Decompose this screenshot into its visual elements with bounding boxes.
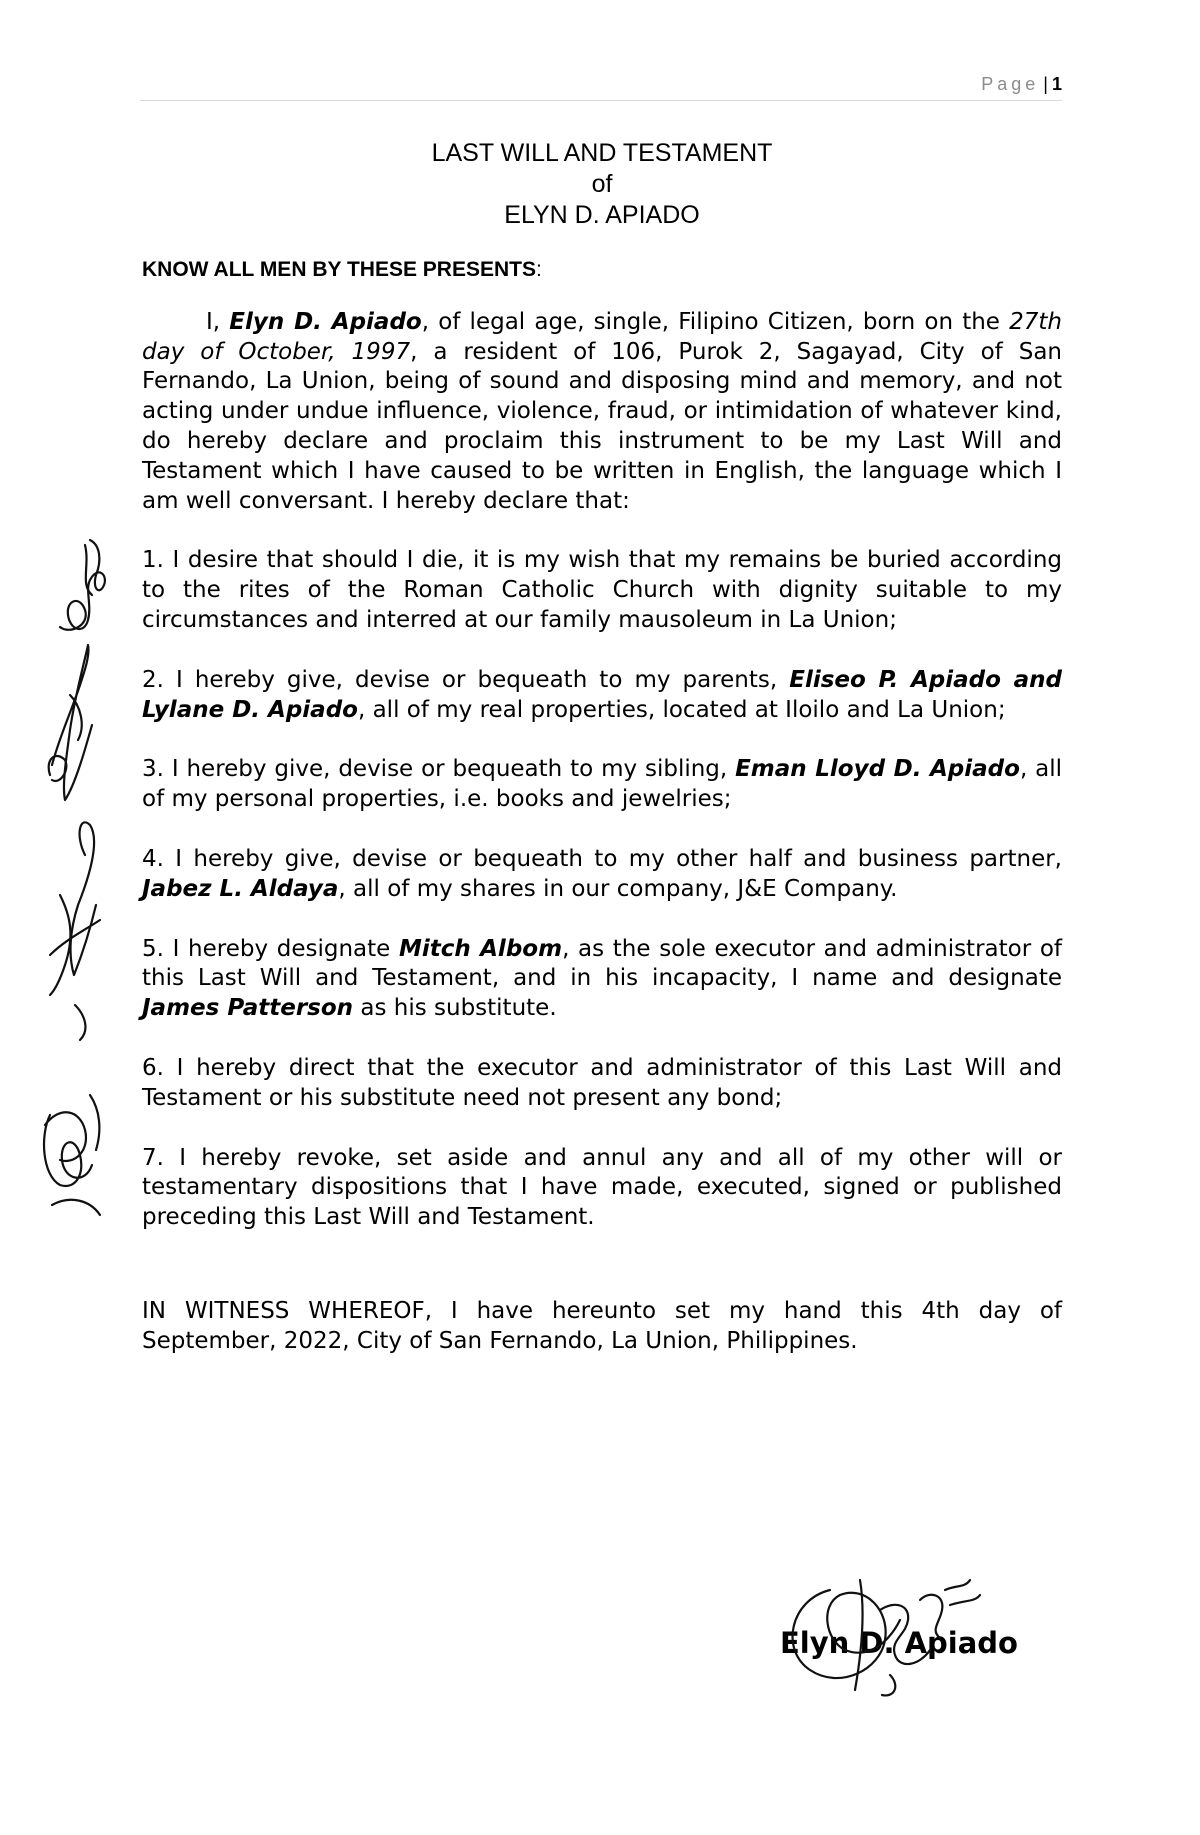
clause-4: [142, 845, 1062, 905]
parents-name: Eliseo P. Apiado and Lylane D. Apiado: [142, 666, 1062, 723]
partner-name: Jabez L. Aldaya: [142, 875, 339, 902]
margin-signatures-image: [30, 535, 120, 1405]
page-separator: |: [1043, 74, 1048, 94]
executor-name: Mitch Albom: [399, 935, 563, 962]
clause-4-text-1: 4. I hereby give, devise or bequeath to my other half and business partner,: [142, 845, 1062, 872]
intro-paragraph: [142, 308, 1062, 517]
sibling-name: Eman Lloyd D. Apiado: [735, 756, 1020, 783]
testator-name: Elyn D. Apiado: [229, 308, 422, 335]
clause-3-text-1: 3. I hereby give, devise or bequeath to my sibling,: [142, 756, 736, 783]
page-header: [140, 74, 1062, 101]
document-body: [142, 138, 1062, 1387]
substitute-name: James Patterson: [142, 995, 354, 1022]
clause-1: 1. I desire that should I die, it is my wish that my remains be buried according to the rites of the Roman Catholic Church with dignity suitable to my circumstances and interred at our family mausoleum in La Union;: [142, 547, 1062, 633]
clause-2-text-2: , all of my real properties, located at Iloilo and La Union;: [357, 696, 1006, 723]
title-line-1: LAST WILL AND TESTAMENT: [431, 139, 773, 167]
clause-6: 6. I hereby direct that the executor and administrator of this Last Will and Testament or his substitute need not present any bond;: [142, 1054, 1062, 1111]
clause-4-text-2: , all of my shares in our company, J&E Company.: [338, 875, 898, 902]
title-line-2: of: [591, 170, 613, 198]
document-title: [142, 138, 1062, 231]
page-label: Page: [981, 74, 1040, 94]
clause-2-text-1: 2. I hereby give, devise or bequeath to my parents,: [142, 666, 790, 693]
clause-5-text-3: as his substitute.: [353, 995, 557, 1022]
salutation: [142, 255, 1062, 285]
salutation-text: KNOW ALL MEN BY THESE PRESENTS: [142, 258, 536, 281]
title-line-3: ELYN D. APIADO: [504, 201, 700, 229]
intro-text-2: , of legal age, single, Filipino Citizen, born on the: [421, 308, 1010, 335]
clause-7: 7. I hereby revoke, set aside and annul any and all of my other will or testamentary dispositions that I have made, executed, signed or published preceding this Last Will and Testament.: [142, 1144, 1062, 1231]
clause-3-text-2: , all of my personal properties, i.e. books and jewelries;: [142, 756, 1062, 813]
intro-text-1: I,: [206, 308, 230, 335]
signatory-name: Elyn D. Apiado: [780, 1626, 1018, 1660]
clause-5-text-1: 5. I hereby designate: [142, 935, 399, 962]
witness-paragraph: IN WITNESS WHEREOF, I have hereunto set my hand this 4th day of September, 2022, City of San Fernando, La Union, Philippines.: [142, 1297, 1062, 1354]
page-number: 1: [1051, 74, 1062, 94]
testator-signature-image: [770, 1560, 1050, 1700]
clause-5: [142, 935, 1062, 1024]
intro-text-3: , a resident of 106, Purok 2, Sagayad, City of San Fernando, La Union, being of sound and disposing mind and memory, and not acting under undue influence, violence, fraud, or intimidation of whatever kind, do hereby declare and proclaim this instrument to be my Last Will and Testament which I have caused to be written in English, the language which I am well conversant. I hereby declare that:: [142, 338, 1062, 514]
birth-date: 27th day of October, 1997: [142, 308, 1062, 365]
clause-5-text-2: , as the sole executor and administrator of this Last Will and Testament, and in his incapacity, I name and designate: [142, 935, 1063, 992]
salutation-colon: :: [536, 258, 542, 281]
clause-3: [142, 755, 1062, 815]
clause-2: [142, 666, 1062, 726]
